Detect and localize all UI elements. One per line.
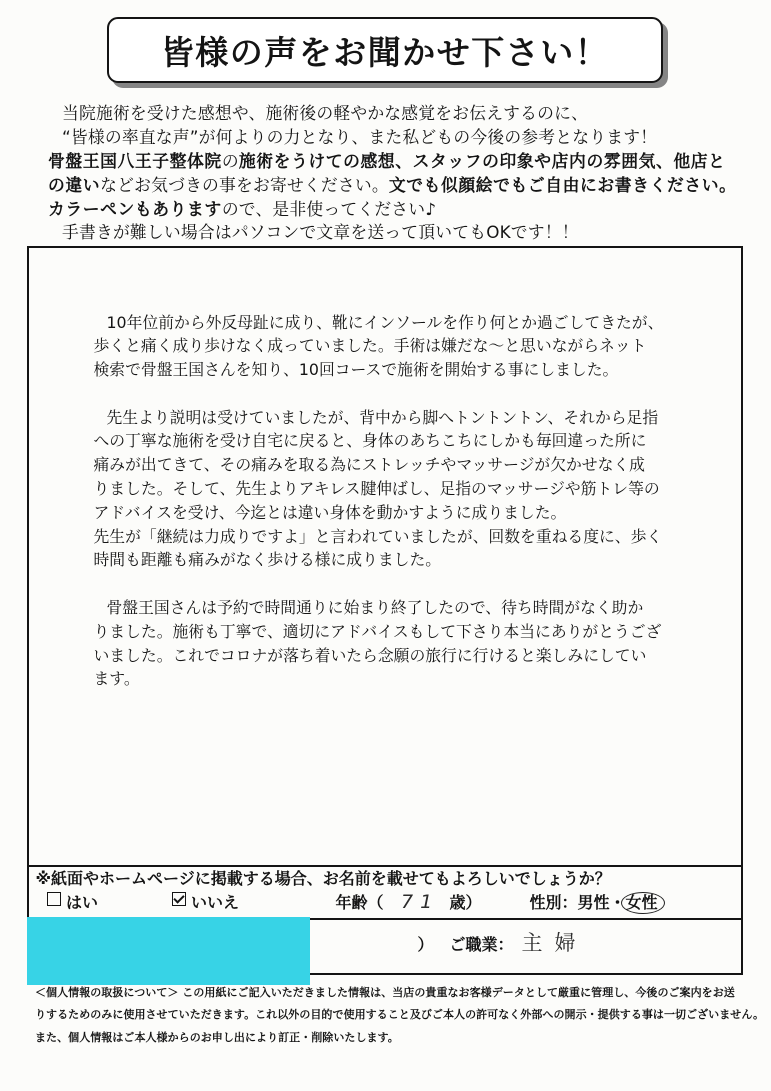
comment-paragraph bbox=[94, 406, 706, 573]
intro-text-segment: “皆様の率直な声”が何よりの力となり、また私どもの今後の参考となります！ bbox=[62, 127, 658, 147]
name-field-close-paren: ） bbox=[417, 934, 434, 954]
comment-text bbox=[94, 311, 706, 716]
section-divider bbox=[29, 865, 741, 867]
gender-option-female: 女性 bbox=[625, 892, 658, 912]
comment-line: 骨盤王国さんは予約で時間通りに始まり終了したので、待ち時間がなく助か bbox=[106, 598, 644, 618]
title-box bbox=[107, 17, 663, 83]
comment-line: りました。施術も丁寧で、適切にアドバイスもして下さり本当にありがとうござ bbox=[93, 621, 662, 641]
comment-line: 時間も距離も痛みがなく歩ける様に成りました。 bbox=[93, 550, 442, 570]
consent-row bbox=[29, 892, 741, 914]
name-redaction bbox=[27, 917, 310, 985]
comment-line: への丁寧な施術を受け自宅に戻ると、身体のあちこちにしかも毎回違った所に bbox=[93, 431, 647, 451]
comment-paragraph bbox=[94, 596, 706, 691]
intro-line bbox=[48, 197, 436, 221]
comment-line: 先生より説明は受けていましたが、背中から脚へトントントン、それから足指 bbox=[106, 407, 659, 427]
publication-question: ※紙面やホームページに掲載する場合、お名前を載せてもよろしいでしょうか？ bbox=[35, 869, 611, 888]
comment-line: 歩くと痛く成り歩けなく成っていました。手術は嫌だな～と思いながらネット bbox=[93, 336, 647, 356]
privacy-notice-line: また、個人情報はご本人様からのお申し出により訂正・削除いたします。 bbox=[35, 1031, 399, 1044]
comment-paragraph bbox=[94, 311, 706, 382]
occupation-label: ご職業： bbox=[449, 934, 514, 954]
intro-text-segment: 当院施術を受けた感想や、施術後の軽やかな感覚をお伝えするのに、 bbox=[62, 103, 589, 123]
intro-emphasis: カラーペンもあります bbox=[48, 199, 222, 219]
checkbox-yes-icon bbox=[47, 892, 61, 906]
intro-emphasis: 骨盤王国八王子整体院 bbox=[48, 151, 222, 171]
age-value-handwritten: 71 bbox=[401, 890, 440, 913]
gender-label: 性別： bbox=[529, 892, 578, 912]
page-title: 皆様の声をお聞かせ下さい！ bbox=[160, 32, 610, 72]
age-unit-label: 歳） bbox=[449, 892, 482, 912]
intro-text-segment: ので、是非使ってください♪ bbox=[221, 199, 437, 219]
comment-box bbox=[27, 246, 743, 975]
intro-line bbox=[62, 125, 657, 149]
intro-line bbox=[48, 173, 736, 197]
gender-option-male: 男性 bbox=[577, 892, 610, 912]
age-label: 年齢（ bbox=[335, 892, 384, 912]
comment-line: 痛みが出てきて、その痛みを取る為にストレッチやマッサージが欠かせなく成 bbox=[93, 455, 645, 475]
intro-emphasis: の違い bbox=[48, 175, 101, 195]
comment-line: 検索で骨盤王国さんを知り、10回コースで施術を開始する事にしました。 bbox=[93, 360, 619, 380]
privacy-notice-line: りするためのみに使用させていただきます。これ以外の目的で使用すること及びご本人の許可なく外部への開示・提供する事は一切ございません。 bbox=[35, 1008, 765, 1021]
gender-separator: ・ bbox=[609, 892, 626, 912]
intro-emphasis: 施術をうけての感想、スタッフの印象や店内の雰囲気、他店と bbox=[238, 151, 726, 171]
gender-field bbox=[530, 892, 658, 914]
option-yes-label: はい bbox=[66, 892, 99, 912]
intro-text-segment: の bbox=[221, 151, 239, 171]
intro-text-segment: などお気づきの事をお寄せください。 bbox=[100, 175, 389, 195]
intro-emphasis: 文でも似顔絵でもご自由にお書きください。 bbox=[388, 175, 737, 195]
intro-text-segment: 手書きが難しい場合はパソコンで文章を送って頂いてもOKです！！ bbox=[62, 222, 579, 242]
comment-line: ます。 bbox=[93, 669, 140, 689]
checkbox-no-icon bbox=[172, 892, 186, 906]
comment-line: アドバイスを受け、今迄とは違い身体を動かすように成りました。 bbox=[93, 502, 567, 522]
intro-line bbox=[62, 101, 588, 125]
comment-line: りました。そして、先生よりアキレス腱伸ばし、足指のマッサージや筋トレ等の bbox=[93, 479, 660, 499]
privacy-notice-line: ＜個人情報の取扱について＞ この用紙にご記入いただきました情報は、当店の貴重なお客様データとして厳重に管理し、今後のご案内をお送 bbox=[35, 986, 735, 999]
intro-line bbox=[48, 149, 726, 173]
comment-line: 先生が「継続は力成りですよ」と言われていましたが、回数を重ねる度に、歩く bbox=[93, 526, 663, 546]
intro-line bbox=[62, 220, 579, 244]
comment-line: 10年位前から外反母趾に成り、靴にインソールを作り何とか過ごしてきたが、 bbox=[106, 312, 664, 332]
occupation-value-handwritten: 主婦 bbox=[521, 930, 588, 955]
option-no-label: いいえ bbox=[191, 892, 240, 912]
comment-line: いました。これでコロナが落ち着いたら念願の旅行に行けると楽しみにしてい bbox=[93, 645, 647, 665]
